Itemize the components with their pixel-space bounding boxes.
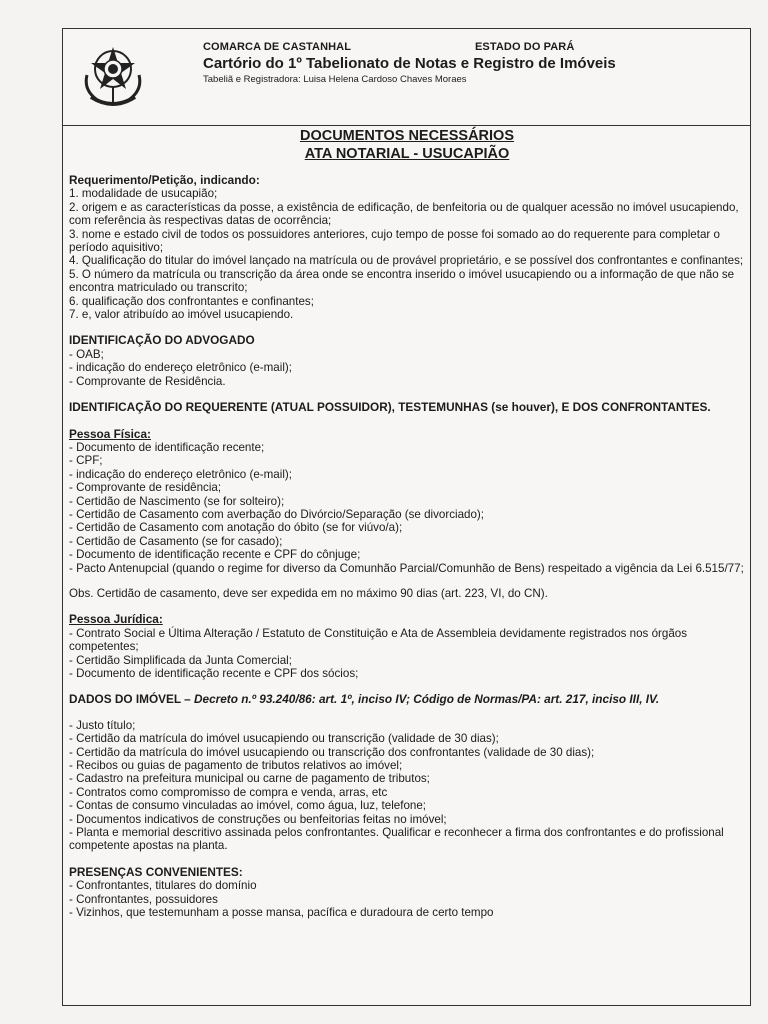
item: - Certidão de Casamento com averbação do Divórcio/Separação (se divorciado); (69, 507, 485, 521)
heading-bold: DADOS DO IMÓVEL – (69, 692, 194, 707)
obs-note: Obs. Certidão de casamento, deve ser expedida em no máximo 90 dias (art. 223, VI, do CN). (69, 586, 548, 600)
section-heading: IDENTIFICAÇÃO DO ADVOGADO (69, 333, 255, 348)
item: - indicação do endereço eletrônico (e-mail); (69, 361, 292, 375)
section-heading: IDENTIFICAÇÃO DO REQUERENTE (ATUAL POSSUIDOR), TESTEMUNHAS (se houver), E DOS CONFRONTANTES. (69, 400, 711, 415)
item: - Certidão de Casamento (se for casado); (69, 534, 283, 548)
document-title-1: DOCUMENTOS NECESSÁRIOS (299, 128, 515, 144)
item: - Certidão de Casamento com anotação do óbito (se for viúvo/a); (69, 521, 403, 535)
section-advogado (69, 334, 745, 388)
item: - Certidão de Nascimento (se for solteiro); (69, 494, 285, 508)
section-imovel (69, 693, 745, 852)
document-title-2: ATA NOTARIAL - USUCAPIÃO (304, 146, 510, 162)
item: 7. e, valor atribuído ao imóvel usucapiendo. (69, 308, 294, 322)
item: - CPF; (69, 454, 103, 468)
cartorio-name: Cartório do 1º Tabelionato de Notas e Registro de Imóveis (203, 55, 616, 72)
section-heading: Pessoa Jurídica: (69, 612, 163, 627)
item: - Cadastro na prefeitura municipal ou carne de pagamento de tributos; (69, 772, 430, 786)
item: - Recibos ou guias de pagamento de tributos relativos ao imóvel; (69, 759, 403, 773)
item: - Planta e memorial descritivo assinada pelos confrontantes. Qualificar e reconhecer a firma dos confrontantes e do profissional competente apostas na planta. (69, 826, 727, 853)
heading-legal-reference: Decreto n.º 93.240/86: art. 1º, inciso IV; Código de Normas/PA: art. 217, inciso III, IV. (193, 692, 660, 707)
item: - Certidão da matrícula do imóvel usucapiendo ou transcrição (validade de 30 dias); (69, 732, 499, 746)
item: 3. nome e estado civil de todos os possuidores anteriores, cujo tempo de posse foi somado ao do requerente para completar o período aquisitivo; (69, 227, 724, 255)
comarca: COMARCA DE CASTANHAL (203, 41, 352, 53)
item: - Documentos indicativos de construções ou benfeitorias feitas no imóvel; (69, 812, 447, 826)
section-requerente (69, 401, 745, 414)
item: 1. modalidade de usucapião; (69, 187, 218, 201)
item: - Certidão Simplificada da Junta Comercial; (69, 653, 292, 667)
section-pessoa-juridica (69, 613, 745, 680)
estado: ESTADO DO PARÁ (475, 41, 575, 53)
document-body (69, 126, 745, 920)
item: 6. qualificação dos confrontantes e confinantes; (69, 294, 314, 308)
header-line-1 (203, 41, 575, 53)
item: 2. origem e as características da posse, a existência de edificação, de benfeitoria ou de qualquer acessão no imóvel usucapiendo, com referência às respectivas datas de ocorrência; (69, 200, 742, 228)
item: 4. Qualificação do titular do imóvel lançado na matrícula ou de provável proprietário, e se possível dos confrontantes e confinantes; (69, 254, 744, 268)
section-presencas (69, 866, 745, 920)
item: - indicação do endereço eletrônico (e-mail); (69, 467, 292, 481)
item: - Contrato Social e Última Alteração / Estatuto de Constituição e Ata de Assembleia devidamente registrados nos órgãos competentes; (69, 626, 691, 654)
item: - Contas de consumo vinculadas ao imóvel, como água, luz, telefone; (69, 799, 427, 813)
section-heading: Pessoa Física: (69, 426, 151, 441)
item: - Documento de identificação recente e CPF do cônjuge; (69, 548, 361, 562)
item: - OAB; (69, 347, 104, 361)
section-pessoa-fisica (69, 428, 745, 601)
item: - Pacto Antenupcial (quando o regime for diverso da Comunhão Parcial/Comunhão de Bens) respeitado a vigência da Lei 6.515/77; (69, 561, 744, 575)
item: - Comprovante de residência; (69, 481, 222, 495)
tabelia-name: Tabeliã e Registradora: Luisa Helena Cardoso Chaves Moraes (203, 74, 467, 85)
coat-of-arms-seal (77, 35, 149, 111)
section-heading (69, 693, 745, 706)
item: - Confrontantes, possuidores (69, 892, 218, 906)
section-requerimento (69, 174, 745, 321)
item: - Justo título; (69, 718, 136, 732)
document-page (62, 28, 751, 1006)
item: - Certidão da matrícula do imóvel usucapiendo ou transcrição dos confrontantes (validade de 30 dias); (69, 745, 595, 759)
item: - Documento de identificação recente e CPF dos sócios; (69, 667, 359, 680)
letterhead (63, 29, 750, 126)
item: - Comprovante de Residência. (69, 374, 226, 388)
item: 5. O número da matrícula ou transcrição da área onde se encontra inserido o imóvel usucapiendo ou a informação de que não se encontra matriculado ou transcrito; (69, 267, 738, 295)
item: - Contratos como compromisso de compra e venda, arras, etc (69, 785, 388, 799)
item: - Confrontantes, titulares do domínio (69, 879, 257, 893)
section-heading: PRESENÇAS CONVENIENTES: (69, 864, 243, 879)
item: - Documento de identificação recente; (69, 440, 265, 454)
item: - Vizinhos, que testemunham a posse mansa, pacífica e duradoura de certo tempo (69, 906, 494, 920)
section-heading: Requerimento/Petição, indicando: (69, 173, 260, 187)
